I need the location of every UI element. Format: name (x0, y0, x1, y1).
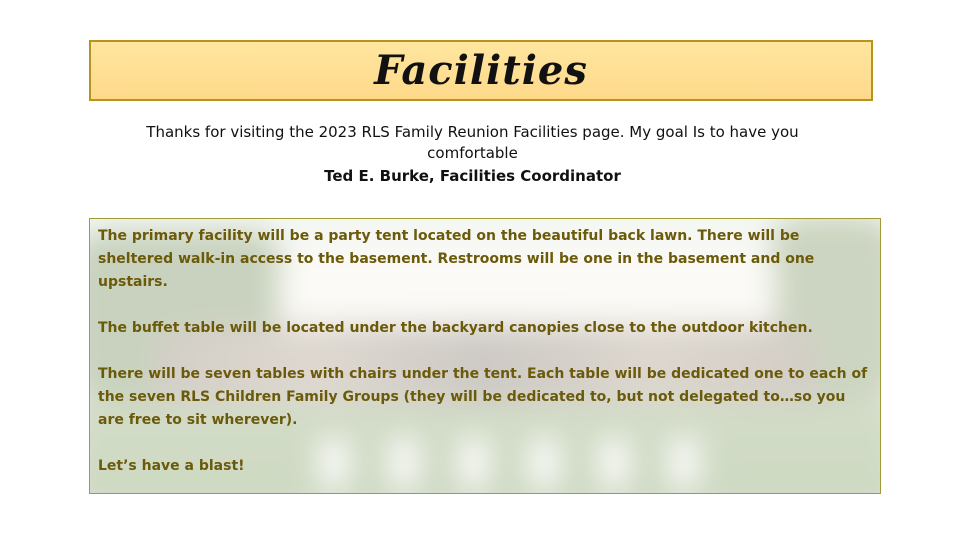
paragraph-closing: Let’s have a blast! (98, 458, 245, 474)
facilities-details (98, 225, 868, 478)
paragraph-primary-facility: The primary facility will be a party tent located on the beautiful back lawn. There will be sheltered walk-in access to the basement. Restrooms will be one in the basement and one upstairs. (98, 228, 815, 290)
facilities-info-panel (89, 218, 881, 494)
paragraph-buffet: The buffet table will be located under the backyard canopies close to the outdoor kitchen. (98, 320, 813, 336)
page-title: Facilities (374, 47, 588, 94)
paragraph-tables: There will be seven tables with chairs under the tent. Each table will be dedicated one to each of the seven RLS Children Family Groups (they will be dedicated to, but not delegated to…so you are free to sit wherever). (98, 366, 868, 428)
coordinator-signature: Ted E. Burke, Facilities Coordinator (324, 167, 621, 185)
intro-message: Thanks for visiting the 2023 RLS Family Reunion Facilities page. My goal Is to have you comfortable (146, 123, 799, 162)
title-banner (89, 40, 873, 101)
intro-section (100, 122, 845, 187)
